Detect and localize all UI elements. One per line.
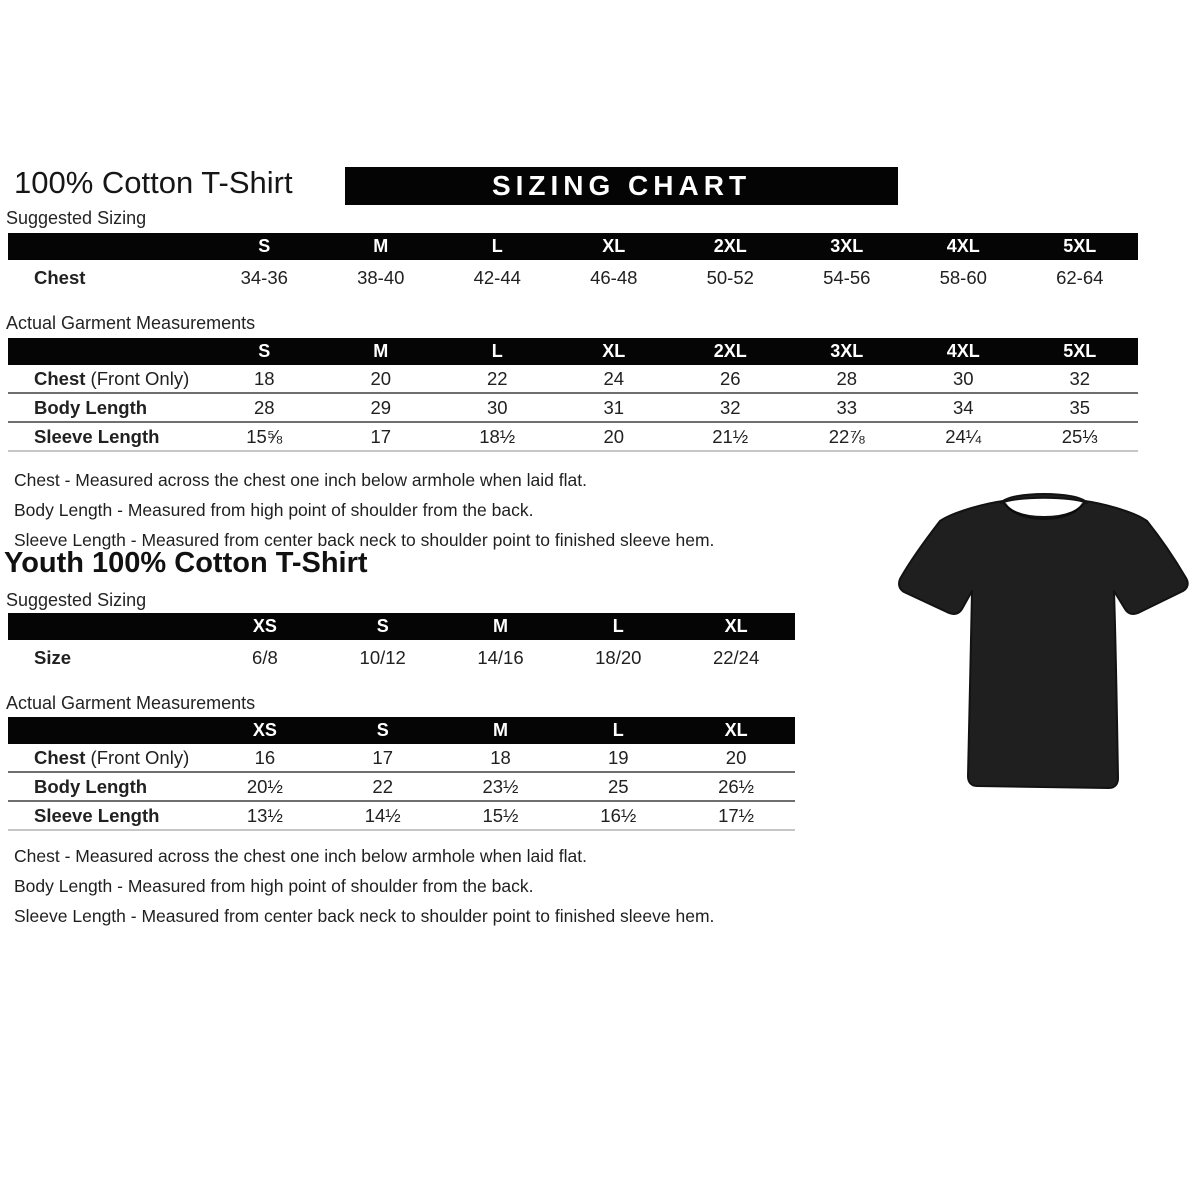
table-cell: 30	[486, 396, 508, 418]
table-cell: 24	[603, 367, 625, 389]
note-line: Sleeve Length - Measured from center back neck to shoulder point to finished sleeve hem.	[14, 906, 715, 926]
row-label: Body Length	[34, 396, 148, 418]
table-cell: 17	[370, 425, 392, 447]
table-cell: 29	[370, 396, 392, 418]
note-line: Chest - Measured across the chest one inch below armhole when laid flat.	[14, 470, 587, 490]
note-line: Chest - Measured across the chest one inch below armhole when laid flat.	[14, 846, 587, 866]
section-label-adult-actual: Actual Garment Measurements	[6, 313, 256, 333]
column-header: M	[492, 720, 508, 740]
table-cell: 20	[370, 367, 392, 389]
table-cell: 25⅓	[1061, 425, 1098, 447]
table-cell: 22⅞	[828, 425, 865, 447]
table-cell: 26½	[718, 775, 755, 797]
table-cell: 23½	[482, 775, 519, 797]
adult-actual-measurements-table	[8, 338, 1138, 452]
table-cell: 20½	[246, 775, 283, 797]
table-cell: 16	[254, 746, 276, 768]
table-cell: 28	[836, 367, 858, 389]
table-cell: 38-40	[357, 266, 405, 288]
youth-suggested-sizing-table	[8, 613, 795, 675]
black-tshirt-image	[893, 481, 1195, 811]
section-label-youth-actual: Actual Garment Measurements	[6, 693, 256, 713]
column-header: 4XL	[946, 341, 980, 361]
table-row	[8, 773, 795, 802]
column-header: S	[376, 616, 389, 636]
adult-suggested-sizing-table	[8, 233, 1138, 295]
column-header: S	[258, 236, 271, 256]
table-cell: 22	[372, 775, 393, 797]
table-cell: 14½	[364, 804, 401, 826]
table-cell: 30	[952, 367, 974, 389]
column-header: XL	[724, 720, 748, 740]
table-cell: 15½	[482, 804, 519, 826]
note-line: Body Length - Measured from high point of shoulder from the back.	[14, 876, 534, 896]
column-header: 2XL	[713, 341, 747, 361]
column-header: 5XL	[1063, 236, 1097, 256]
table-cell: 17	[372, 746, 393, 768]
column-header: XL	[602, 341, 626, 361]
table-cell: 50-52	[706, 266, 754, 288]
table-cell: 18½	[479, 425, 516, 447]
table-cell: 58-60	[939, 266, 987, 288]
table-cell: 16½	[600, 804, 637, 826]
table-cell: 19	[608, 746, 629, 768]
column-header: 2XL	[713, 236, 747, 256]
column-header: L	[612, 720, 624, 740]
table-cell: 24¼	[945, 425, 982, 447]
table-row	[8, 744, 795, 773]
row-label: Chest	[34, 266, 86, 288]
note-line: Sleeve Length - Measured from center back neck to shoulder point to finished sleeve hem.	[14, 530, 715, 550]
youth-actual-measurements-table	[8, 717, 795, 831]
measurement-notes-adult	[14, 465, 714, 555]
column-header: XL	[602, 236, 626, 256]
table-cell: 54-56	[823, 266, 871, 288]
table-header-row	[8, 717, 795, 744]
table-cell: 34-36	[240, 266, 288, 288]
table-header-row	[8, 613, 795, 640]
column-header: XS	[252, 616, 277, 636]
tshirt-icon	[893, 481, 1195, 811]
table-row	[8, 802, 795, 831]
table-cell: 34	[952, 396, 974, 418]
table-cell: 18/20	[595, 646, 642, 668]
table-cell: 32	[719, 396, 741, 418]
column-header: M	[373, 341, 389, 361]
table-row	[8, 394, 1138, 423]
table-row	[8, 260, 1138, 295]
table-cell: 15⅝	[246, 425, 283, 447]
table-row	[8, 640, 795, 675]
row-label: Body Length	[34, 775, 148, 797]
section-label-youth-suggested: Suggested Sizing	[6, 590, 147, 610]
table-cell: 13½	[246, 804, 283, 826]
table-cell: 18	[253, 367, 275, 389]
column-header: 4XL	[946, 236, 980, 256]
table-cell: 20	[725, 746, 747, 768]
table-cell: 26	[719, 367, 741, 389]
measurement-notes-youth	[14, 841, 714, 931]
table-cell: 33	[836, 396, 858, 418]
section-label-adult-suggested: Suggested Sizing	[6, 208, 147, 228]
table-cell: 32	[1069, 367, 1091, 389]
table-cell: 22	[486, 367, 508, 389]
table-cell: 25	[608, 775, 629, 797]
table-cell: 10/12	[359, 646, 406, 668]
table-cell: 22/24	[712, 646, 760, 668]
column-header: M	[373, 236, 389, 256]
table-cell: 18	[490, 746, 511, 768]
row-label: Chest (Front Only)	[34, 746, 190, 768]
table-cell: 21½	[712, 425, 749, 447]
table-header-row	[8, 338, 1138, 365]
table-cell: 62-64	[1056, 266, 1104, 288]
table-cell: 28	[253, 396, 275, 418]
column-header: 3XL	[830, 236, 864, 256]
table-cell: 42-44	[473, 266, 521, 288]
column-header: S	[376, 720, 389, 740]
table-cell: 35	[1069, 396, 1091, 418]
table-cell: 6/8	[252, 646, 278, 668]
column-header: L	[612, 616, 624, 636]
table-row	[8, 423, 1138, 452]
table-cell: 14/16	[477, 646, 524, 668]
column-header: L	[491, 341, 503, 361]
row-label: Sleeve Length	[34, 425, 160, 447]
column-header: 5XL	[1063, 341, 1097, 361]
column-header: L	[491, 236, 503, 256]
table-cell: 20	[603, 425, 625, 447]
table-row	[8, 365, 1138, 394]
page-title: 100% Cotton T-Shirt	[14, 165, 293, 200]
table-cell: 17½	[718, 804, 755, 826]
column-header: 3XL	[830, 341, 864, 361]
column-header: S	[258, 341, 271, 361]
row-label: Chest (Front Only)	[34, 367, 190, 389]
column-header: XS	[252, 720, 277, 740]
note-line: Body Length - Measured from high point of shoulder from the back.	[14, 500, 534, 520]
table-header-row	[8, 233, 1138, 260]
table-cell: 31	[603, 396, 625, 418]
banner-label: SIZING CHART	[491, 170, 752, 201]
column-header: XL	[724, 616, 748, 636]
row-label: Sleeve Length	[34, 804, 160, 826]
row-label: Size	[34, 646, 72, 668]
sizing-chart-banner	[345, 167, 898, 205]
table-cell: 46-48	[590, 266, 638, 288]
column-header: M	[492, 616, 508, 636]
youth-section-title: Youth 100% Cotton T-Shirt	[4, 547, 368, 579]
